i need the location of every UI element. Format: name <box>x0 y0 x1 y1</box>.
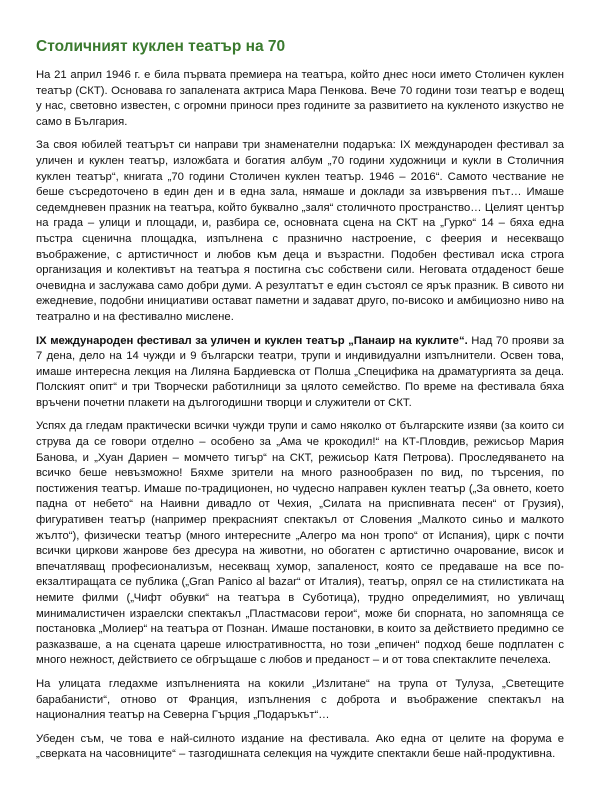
festival-text: Над 70 прояви за 7 дена, дело на 14 чужди и 9 български театри, трупи и индивидуални изпълнители. Освен това, имаше интересна лекция на Лиляна Бардиевска от Полша „Спецификa на драматургията за деца. Полският опит“ и три Творчески работилници за цялото семейство. По време на фестивала бяха връчени почетни плакети на дългогодишни творци и служители от СКТ. <box>36 334 565 409</box>
paragraph-conclusion: Убеден съм, че това е най-силното издание на фестивала. Ако една от целите на форума е „сверката на часовниците“ – тазгодишната селекция на чуждите спектакли беше най-продуктивна. <box>36 732 564 761</box>
festival-heading: IX международен фестивал за уличен и куклен театър „Панаир на куклите“. <box>36 334 468 347</box>
paragraph-festival <box>36 334 564 412</box>
paragraph-jubilee: За своя юбилей театърът си направи три знаменателни подаръка: IX международен фестивал за уличен и куклен театър, изложбата и богатия албум „70 години художници и кукли в Столичния куклен театър“, книгата „70 години Столичен куклен театър. 1946 – 2016“. Самото чествание не беше съсредоточено в един ден и в една зала, нямаше и доклади за извървения път… Имаше седемдневен празник на театъра, който буквално „заля“ столичното пространство… Целият център на града – улици и площади, и, разбира се, основната сцена на СКТ на „Гурко“ 14 – бяха една пъстра сценична площадка, изпълнена с празнично настроение, с феерия и несекващо въображение, с артистичност и любов към деца и възрастни. Подобен фестивал иска строга организация и колективът на театъра я постигна със собствени сили. Неговата отдаденост беше очевидна и заслужава само добри думи. А резултатът е един състоял се ярък празник. В сивото ни ежедневие, подобни инициативи остават паметни и задават друго, по-високо и амбициозно ниво на театрално и на фестивално мислене. <box>36 139 564 323</box>
paragraph-street: На улицата гледахме изпълненията на кокили „Излитане“ на трупа от Тулуза, „Светещите барабанисти“, отново от Франция, изпълнения с доброта и въображение спектакъл на националния театър на Северна Гърция „Подаръкът“… <box>36 677 564 722</box>
article-body <box>36 68 564 771</box>
article-title: Столичният куклен театър на 70 <box>36 38 286 55</box>
paragraph-intro: На 21 април 1946 г. е била първата премиера на театъра, който днес носи името Столичен куклен театър (СКТ). Основава го запалената актриса Мара Пенкова. Вече 70 години този театър е водещ у нас, световно известен, с огромни приноси през годините за развитието на кукленото изкуство не само в България. <box>36 69 564 128</box>
paragraph-performances: Успях да гледам практически всички чужди трупи и само няколко от българските изяви (за които си струва да се говори отделно – особено за „Ама че крокодил!“ на КТ-Пловдив, режисьор Мария Банова, и „Хуан Дариен – момчето тигър“ на СКТ, режисьор Катя Петрова). Проследяването на всичко беше невъзможно! Бяхме зрители на много разнообразен по вид, по търсения, по постижения театър. Имаше по-традиционен, но чудесно направен куклен театър („За овнето, което падна от небето“ на Наивни дивадло от Чехия, „Силата на приспивната песен“ от Грузия), фигуративен театър (например прекрасният спектакъл от Словения „Малкото синьо и малкото жълто“), физически театър (много интересните „Алегро ма нон тропо“ от Испания), цирк с почти всички циркови жанрове без дресура на животни, но обогатен с артистично очарование, висок и впечатляващ професионализъм, несекващ хумор, запаленост, която се предаваше на все по-екзалтиращата се публика („Gran Panico al bazar“ от Италия), театър, опрял се на стилистиката на немите филми („Чифт обувки“ на театъра в Суботица), трудно определимият, но увличащ минималистичен израелски спектакъл „Пластмасови герои“, може би спорната, но запомняща се постановка „Молиер“ на театъра от Познан. Имаше постановки, в които за действието предимно се разказваше, а на сцената цареше илюстративността, но този „епичен“ подход беше подплатен с много нежност, действието се обгръщаше с любов и преданост – и от това спектаклите печелеха. <box>36 420 564 667</box>
